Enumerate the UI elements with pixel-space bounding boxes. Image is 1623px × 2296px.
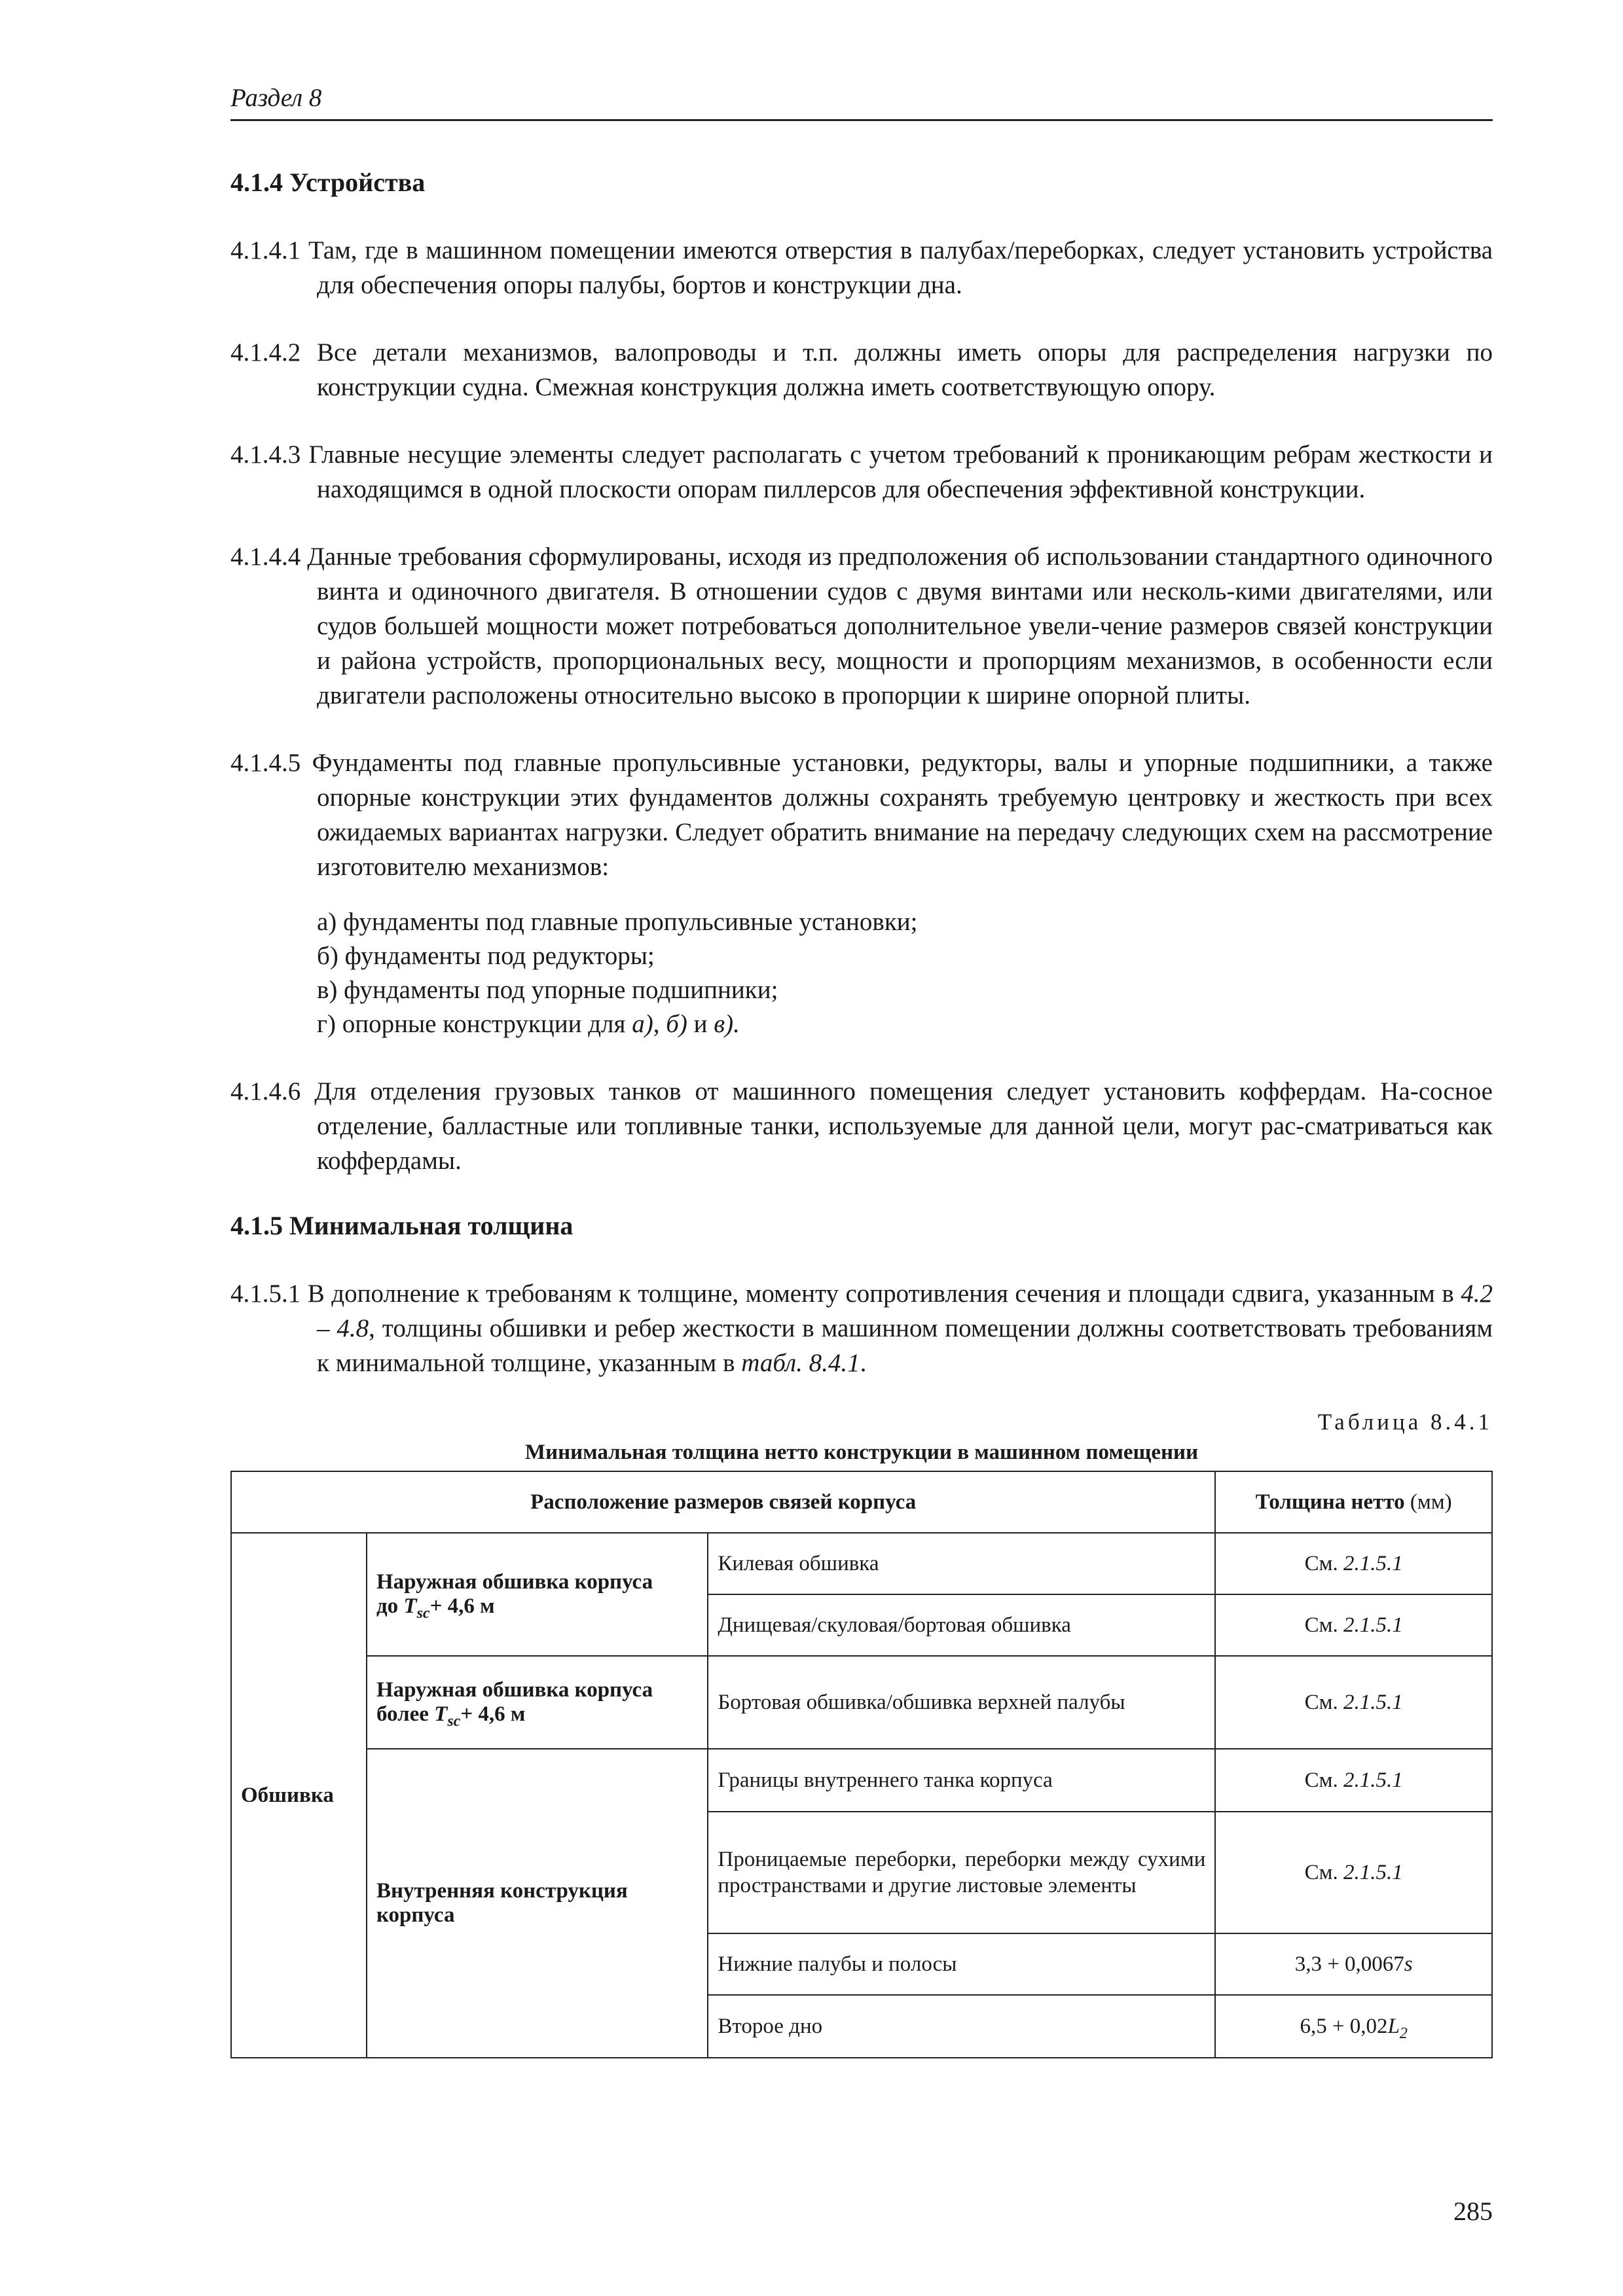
- list-item-text: г) опорные конструкции для: [317, 1010, 632, 1038]
- list-sep: ,: [653, 1010, 666, 1038]
- subgroup-prefix: до: [376, 1594, 404, 1618]
- table-ref: табл. 8.4.1: [741, 1349, 860, 1377]
- header-thickness: [1215, 1471, 1492, 1533]
- see-prefix: См.: [1304, 1690, 1343, 1714]
- page-number: 285: [1453, 2197, 1493, 2226]
- list-item: в) фундаменты под упорные подшипники;: [317, 976, 778, 1004]
- table-header-row: [231, 1471, 1492, 1533]
- see-prefix: См.: [1304, 1551, 1343, 1575]
- see-ref: 2.1.5.1: [1343, 1860, 1403, 1884]
- row-label: Проницаемые переборки, переборки между сухими пространствами и другие листовые элементы: [708, 1812, 1215, 1933]
- paragraph-text: .: [860, 1349, 867, 1377]
- section-ref: 4.2 – 4.8: [317, 1280, 1493, 1342]
- thickness-value: [1215, 1812, 1492, 1933]
- table-title: Минимальная толщина нетто конструкции в машинном помещении: [524, 1441, 1199, 1464]
- paragraph-4-1-4-5: 4.1.4.5 Фундаменты под главные пропульсивные установки, редукторы, валы и упорные подшипники, а также опорные конструкции этих фундаментов должны сохранять требуемую центровку и жесткость при всех ожидаемых вариантах нагрузки. Следует обратить внимание на передачу следующих схем на рассмотрение изготовителю механизмов:: [230, 749, 1493, 881]
- subgroup-prefix: более: [376, 1702, 435, 1726]
- draft-symbol: T: [434, 1702, 448, 1726]
- table-row: [231, 1749, 1492, 1812]
- subgroup-outer-above: [367, 1656, 708, 1749]
- section-label: Раздел 8: [230, 84, 322, 112]
- group-cell-plating: Обшивка: [231, 1533, 367, 2058]
- min-thickness-table: [230, 1471, 1493, 2058]
- see-prefix: См.: [1304, 1860, 1343, 1884]
- row-label: Нижние палубы и полосы: [708, 1933, 1215, 1995]
- paragraph-4-1-5-1: [230, 1276, 1493, 1380]
- list-ref-c: в).: [714, 1010, 740, 1038]
- row-label: Границы внутреннего танка корпуса: [708, 1749, 1215, 1812]
- draft-subscript: sc: [447, 1713, 461, 1730]
- see-prefix: См.: [1304, 1768, 1343, 1792]
- subgroup-line: Наружная обшивка корпуса: [376, 1678, 653, 1702]
- thickness-value: [1215, 1594, 1492, 1656]
- see-ref: 2.1.5.1: [1343, 1613, 1403, 1637]
- subgroup-inner: Внутренняя конструкция корпуса: [367, 1749, 708, 2058]
- thickness-value: [1215, 1656, 1492, 1749]
- see-ref: 2.1.5.1: [1343, 1768, 1403, 1792]
- row-label: Второе дно: [708, 1995, 1215, 2058]
- header-location: Расположение размеров связей корпуса: [231, 1471, 1215, 1533]
- draft-subscript: sc: [416, 1605, 430, 1622]
- list-ref-b: б): [666, 1010, 687, 1038]
- thickness-value: [1215, 1995, 1492, 2058]
- subgroup-outer-below: [367, 1533, 708, 1656]
- paragraph-4-1-4-4: 4.1.4.4 Данные требования сформулированы, исходя из предположения об использовании стандартного одиночного винта и одиночного двигателя. В отношении судов с двумя винтами или несколь-кими двигателями, или судов большей мощности может потребоваться дополнительное увели-чение размеров связей конструкции и района устройств, пропорциональных весу, мощности и пропорциям механизмов, в особенности если двигатели расположены относительно высоко в пропорции к ширине опорной плиты.: [230, 543, 1493, 709]
- formula-subscript: 2: [1399, 2024, 1408, 2042]
- paragraph-4-1-4-2: 4.1.4.2 Все детали механизмов, валопроводы и т.п. должны иметь опоры для распределения нагрузки по конструкции судна. Смежная конструкция должна иметь соответствующую опору.: [230, 338, 1493, 401]
- list-item: б) фундаменты под редукторы;: [317, 942, 655, 970]
- list-item: а) фундаменты под главные пропульсивные установки;: [317, 908, 918, 936]
- thickness-value: [1215, 1749, 1492, 1812]
- formula-var: s: [1404, 1952, 1413, 1976]
- formula: 6,5 + 0,02: [1300, 2014, 1388, 2038]
- table-number: Таблица 8.4.1: [1317, 1409, 1493, 1435]
- paragraph-4-1-4-6: 4.1.4.6 Для отделения грузовых танков от машинного помещения следует установить коффердам. На-сосное отделение, балластные или топливные танки, используемые для данной цели, могут рас-сматриваться как коффердамы.: [230, 1077, 1493, 1175]
- see-ref: 2.1.5.1: [1343, 1690, 1403, 1714]
- see-prefix: См.: [1304, 1613, 1343, 1637]
- paragraph-text: 4.1.5.1 В дополнение к требованям к толщине, моменту сопротивления сечения и площади сдвига, указанным в: [230, 1280, 1461, 1308]
- paragraph-text: , толщины обшивки и ребер жесткости в машинном помещении должны соответствовать требованиям к минимальной толщине, указанным в: [317, 1314, 1493, 1377]
- row-label: Бортовая обшивка/обшивка верхней палубы: [708, 1656, 1215, 1749]
- subgroup-suffix: + 4,6 м: [429, 1594, 495, 1618]
- row-label: Днищевая/скуловая/бортовая обшивка: [708, 1594, 1215, 1656]
- section-title-4-1-4: 4.1.4 Устройства: [230, 168, 426, 197]
- paragraph-4-1-4-3: 4.1.4.3 Главные несущие элементы следует располагать с учетом требований к проникающим ребрам жесткости и находящимся в одной плоскости опорам пиллерсов для обеспечения эффективной конструкции.: [230, 440, 1493, 503]
- subgroup-line: Наружная обшивка корпуса: [376, 1570, 653, 1594]
- foundations-list: [230, 905, 1493, 1041]
- thickness-value: [1215, 1533, 1492, 1594]
- thickness-value: [1215, 1933, 1492, 1995]
- list-sep: и: [687, 1010, 714, 1038]
- paragraph-4-1-4-1: 4.1.4.1 Там, где в машинном помещении имеются отверстия в палубах/переборках, следует установить устройства для обеспечения опоры палубы, бортов и конструкции дна.: [230, 236, 1493, 299]
- list-item: [317, 1007, 1493, 1041]
- formula: 3,3 + 0,0067: [1294, 1952, 1404, 1976]
- page-header: [230, 77, 1493, 121]
- list-ref-a: а): [632, 1010, 653, 1038]
- row-label: Килевая обшивка: [708, 1533, 1215, 1594]
- table-row: [231, 1656, 1492, 1749]
- section-title-4-1-5: 4.1.5 Минимальная толщина: [230, 1211, 574, 1240]
- page-content: [230, 151, 1493, 2058]
- subgroup-suffix: + 4,6 м: [460, 1702, 526, 1726]
- header-thickness-unit: (мм): [1404, 1490, 1452, 1514]
- draft-symbol: T: [403, 1594, 417, 1618]
- formula-var: L: [1387, 2014, 1400, 2038]
- header-thickness-label: Толщина нетто: [1255, 1490, 1405, 1514]
- see-ref: 2.1.5.1: [1343, 1551, 1403, 1575]
- table-row: [231, 1533, 1492, 1594]
